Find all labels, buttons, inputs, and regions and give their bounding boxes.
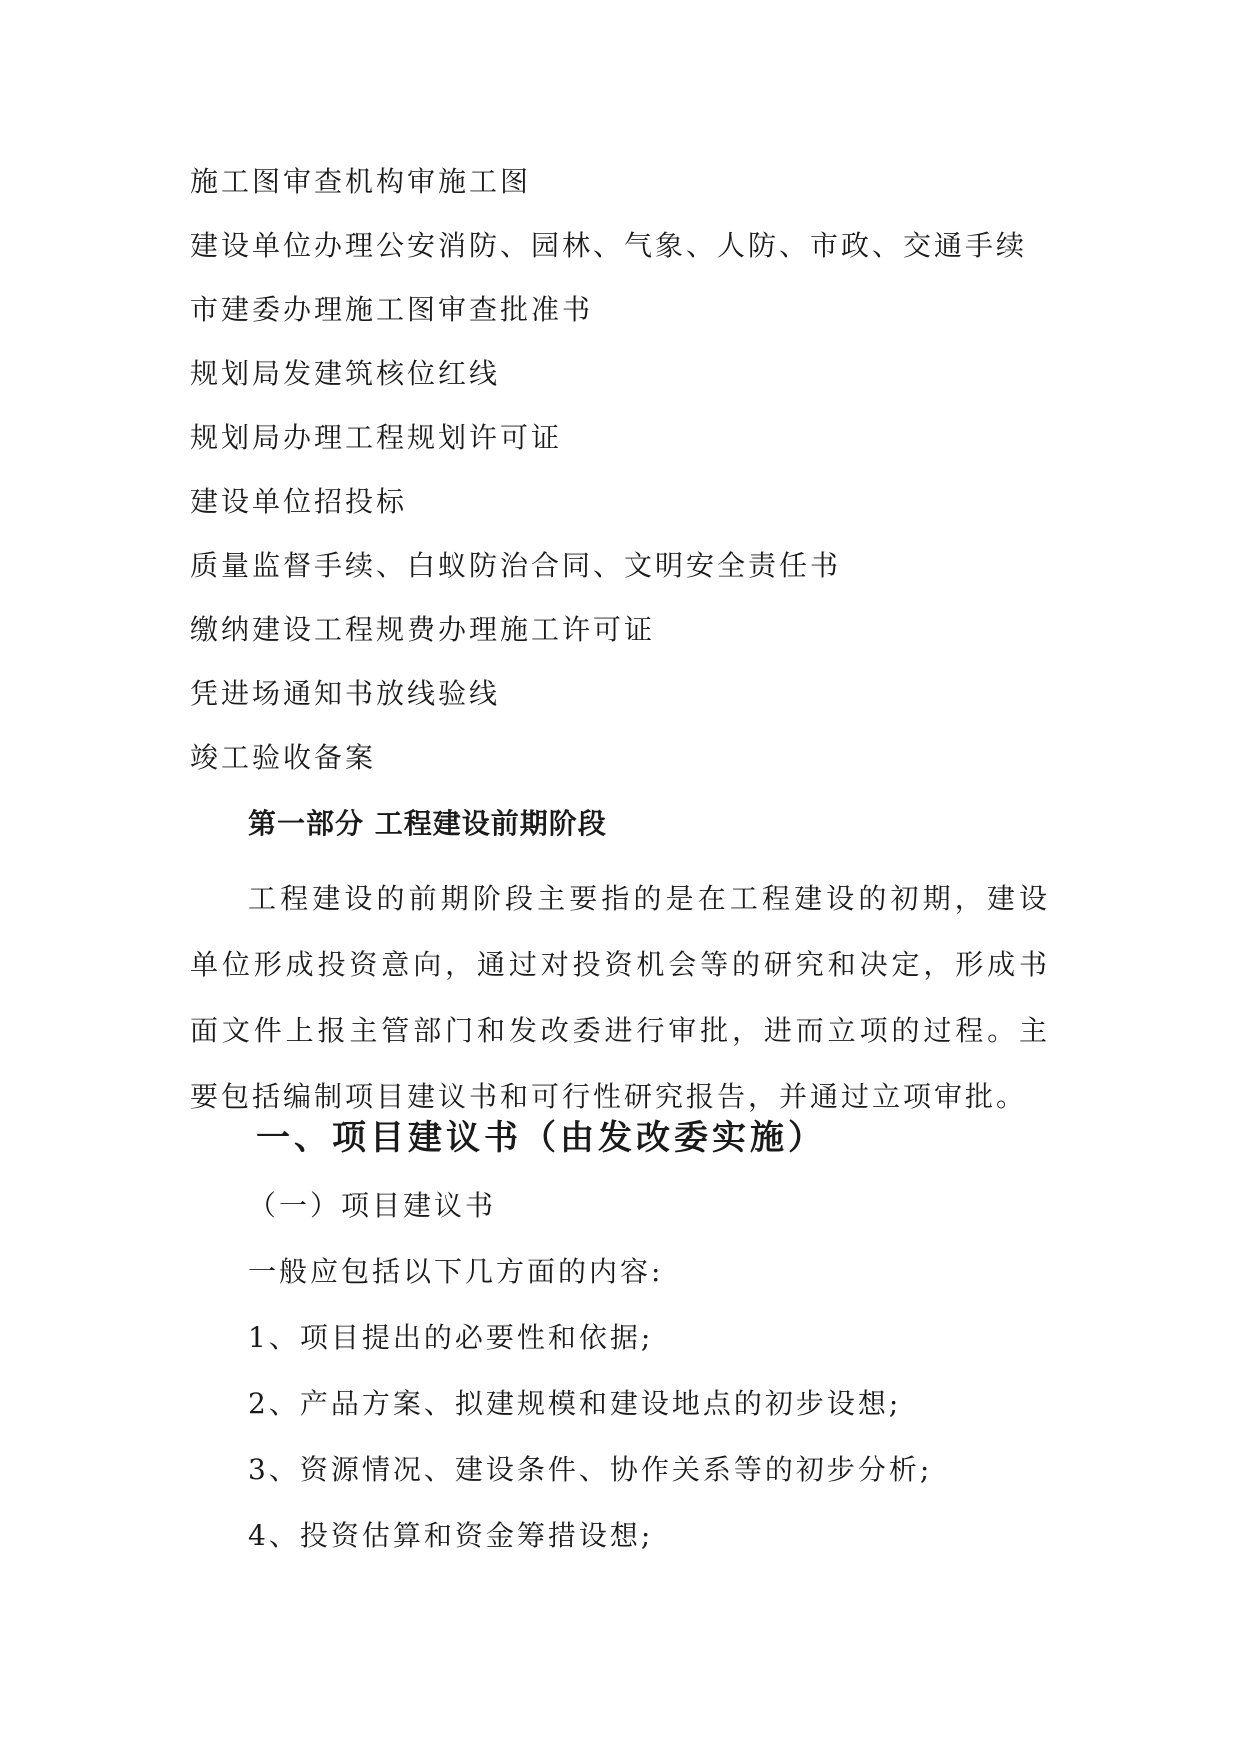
step-line: 建设单位招投标 [190,485,408,518]
step-line: 施工图审查机构审施工图 [190,165,532,198]
step-line: 规划局发建筑核位红线 [190,357,501,390]
step-line: 凭进场通知书放线验线 [190,677,501,710]
subsection-heading: （一）项目建议书 [248,1189,497,1222]
step-line: 建设单位办理公安消防、园林、气象、人防、市政、交通手续 [190,229,1028,262]
intro-paragraph: 工程建设的前期阶段主要指的是在工程建设的初期，建设单位形成投资意向，通过对投资机会等的研究和决定，形成书面文件上报主管部门和发改委进行审批，进而立项的过程。主要包括编制项目建议书和可行性研究报告，并通过立项审批。 [190,882,1050,1113]
step-line: 缴纳建设工程规费办理施工许可证 [190,613,656,646]
step-line: 市建委办理施工图审查批准书 [190,293,594,326]
section-heading: 一、项目建议书（由发改委实施） [256,1118,826,1158]
content-item: 1、项目提出的必要性和依据; [248,1321,654,1354]
part-heading: 第一部分 工程建设前期阶段 [248,807,607,840]
content-intro: 一般应包括以下几方面的内容: [248,1255,664,1288]
step-line: 质量监督手续、白蚁防治合同、文明安全责任书 [190,549,842,582]
step-line: 竣工验收备案 [190,741,377,774]
step-line: 规划局办理工程规划许可证 [190,421,563,454]
content-item: 3、资源情况、建设条件、协作关系等的初步分析; [248,1453,933,1486]
content-item: 4、投资估算和资金筹措设想; [248,1519,654,1552]
content-item: 2、产品方案、拟建规模和建设地点的初步设想; [248,1387,902,1420]
